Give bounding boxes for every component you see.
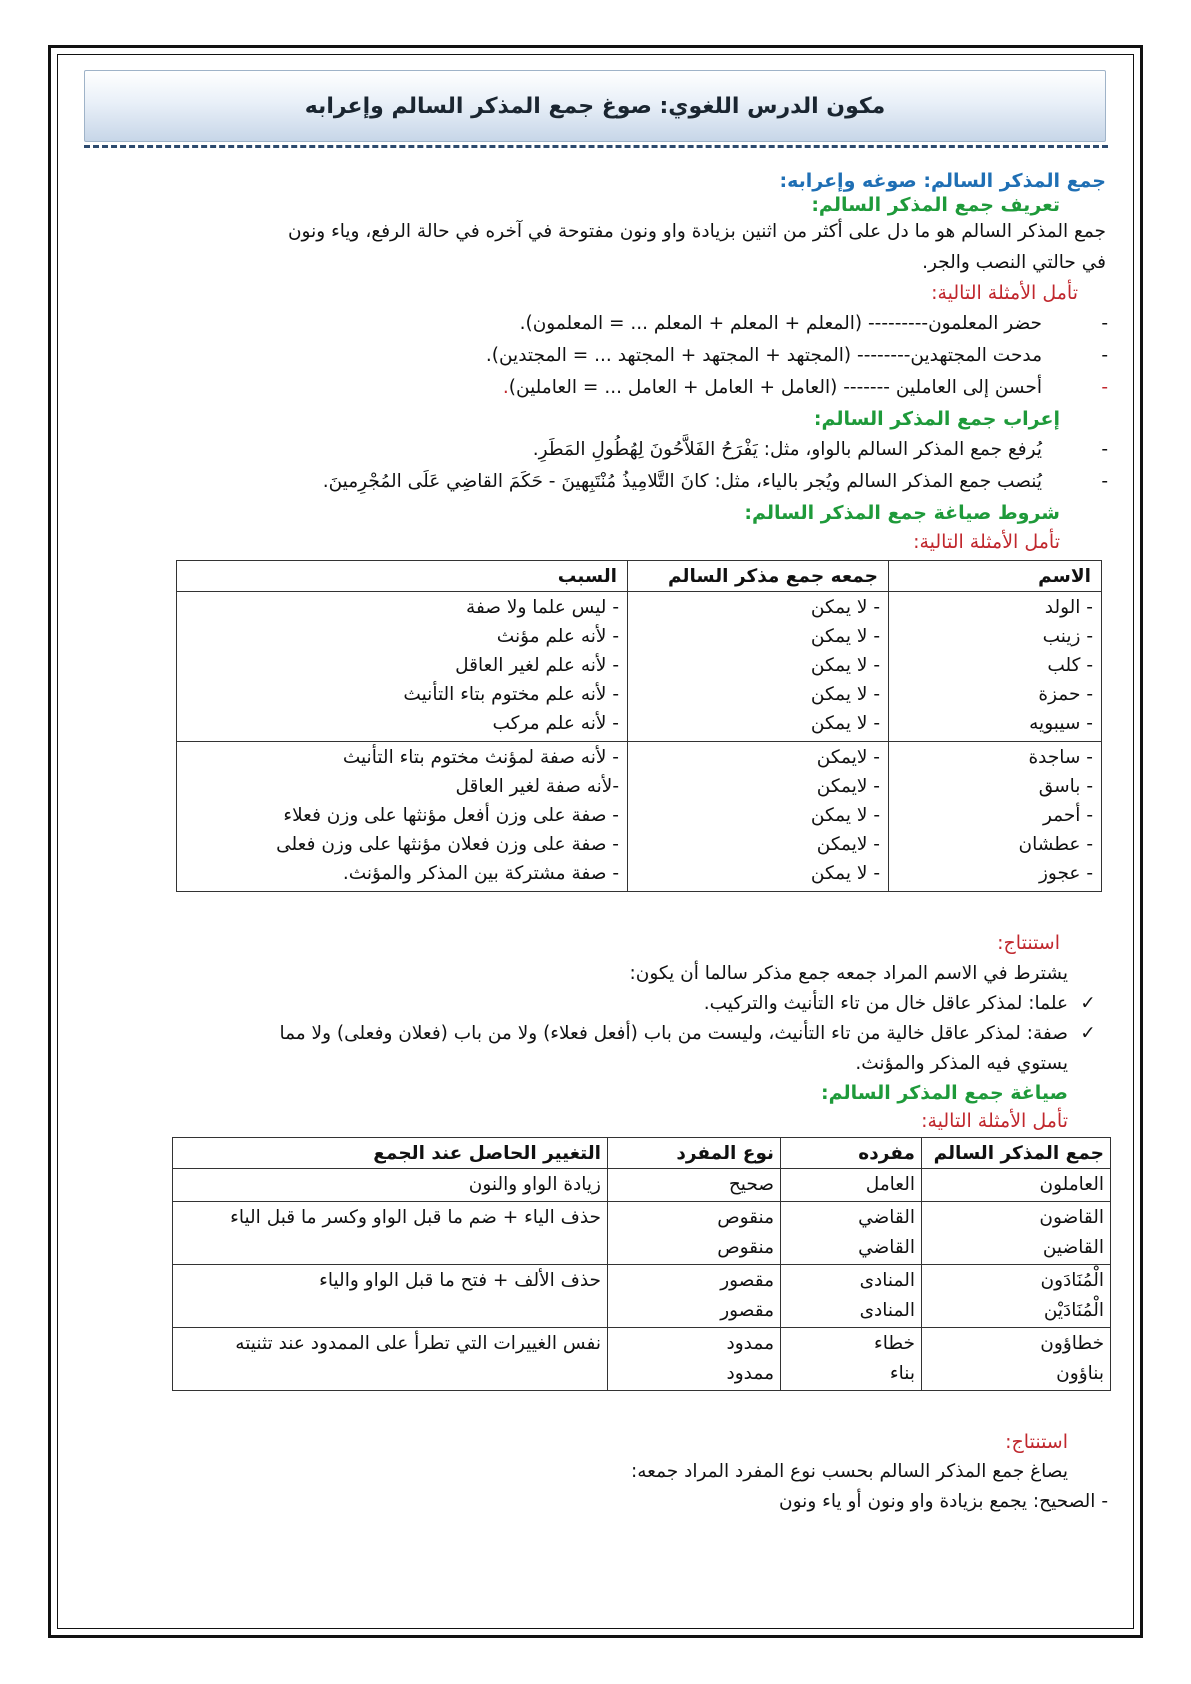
cell-line: - زينب [1042, 626, 1093, 647]
list-item-text-main: أحسن إلى العاملين ------- (العامل + العامل + العامل ... = العاملين) [508, 377, 1042, 398]
table-cell-change [173, 1328, 608, 1391]
cell-line: - صفة مشتركة بين المذكر والمؤنث. [342, 863, 619, 884]
section-heading: جمع المذكر السالم: صوغه وإعرابه: [779, 170, 1106, 192]
cell-line: - لأنه علم مختوم بتاء التأنيث [403, 684, 619, 705]
cell-line: - لا يمكن [810, 713, 880, 734]
cell-line: بناؤون [1056, 1363, 1104, 1384]
table-header-cell: جمعه جمع مذكر السالم [628, 561, 889, 592]
conditions-heading: شروط صياغة جمع المذكر السالم: [744, 502, 1060, 524]
cell-line: المنادى [859, 1270, 915, 1291]
definition-line-2: في حالتي النصب والجر. [922, 252, 1106, 273]
cell-line: ممدود [726, 1333, 774, 1354]
cell-line: القاضين [1042, 1237, 1104, 1258]
definition-heading: تعريف جمع المذكر السالم: [811, 194, 1060, 216]
cell-line: - عطشان [1018, 834, 1093, 855]
cell-line: القاضون [1039, 1207, 1104, 1228]
cell-line: - لا يمكن [810, 626, 880, 647]
cell-line: - ساجدة [1028, 747, 1093, 768]
checklist-item [84, 989, 1108, 1019]
table-cell-plural [922, 1202, 1111, 1265]
cell-line: - عجوز [1038, 863, 1093, 884]
table-header-cell: التغيير الحاصل عند الجمع [173, 1138, 608, 1169]
document-body [84, 70, 1108, 1517]
iraab-heading: إعراب جمع المذكر السالم: [813, 408, 1060, 430]
table-cell-singular [781, 1328, 922, 1391]
list-item-text: مدحت المجتهدين-------- (المجتهد + المجتهد + المجتهد ... = المجتدين). [485, 345, 1042, 366]
table-cell-type [608, 1265, 781, 1328]
list-item-text [503, 372, 1042, 404]
table-cell-names [889, 742, 1102, 892]
list-item [84, 340, 1108, 372]
cell-line: منقوص [717, 1237, 774, 1258]
cell-line: نفس الغييرات التي تطرأ على الممدود عند تثنيته [235, 1333, 601, 1354]
table-cell-change [173, 1202, 608, 1265]
cell-line: الْمُنَادَون [1040, 1270, 1104, 1291]
table-cell-change [173, 1169, 608, 1202]
list-item [84, 434, 1108, 466]
list-marker: - [1101, 471, 1108, 492]
lesson-title-box [84, 70, 1106, 142]
cell-line: حذف الياء + ضم ما قبل الواو وكسر ما قبل الياء [230, 1207, 601, 1228]
checkmark-icon: ✓ [1080, 1023, 1096, 1044]
checklist-item-text: علما: لمذكر عاقل خال من تاء التأنيث والتركيب. [703, 993, 1068, 1014]
cell-line: زيادة الواو والنون [468, 1174, 601, 1195]
cell-line: - كلب [1047, 655, 1093, 676]
conditions-table [176, 560, 1102, 892]
cell-line: - لأنه علم لغير العاقل [455, 655, 619, 676]
cell-line: بناء [889, 1363, 915, 1384]
examples1-list [84, 308, 1108, 404]
list-item [84, 308, 1108, 340]
table-row [173, 1265, 1111, 1328]
list-item-text: حضر المعلمون--------- (المعلم + المعلم + المعلم ... = المعلمون). [519, 313, 1042, 334]
lesson-title: مكون الدرس اللغوي: صوغ جمع المذكر السالم وإعرابه [304, 93, 886, 119]
cell-line: - باسق [1038, 776, 1093, 797]
conclusion1-heading: استنتاج: [997, 932, 1060, 954]
list-marker: - [1101, 439, 1108, 460]
cell-line: الْمُنَادَيْن [1043, 1300, 1104, 1321]
table-cell-type [608, 1202, 781, 1265]
cell-line: - حمزة [1038, 684, 1093, 705]
cell-line: -لأنه صفة لغير العاقل [455, 776, 619, 797]
cell-line: - الولد [1044, 597, 1093, 618]
iraab-list [84, 434, 1108, 498]
table-cell-plurals [628, 592, 889, 742]
conclusion2-intro: يصاغ جمع المذكر السالم بحسب نوع المفرد المراد جمعه: [631, 1461, 1068, 1482]
checklist-item [84, 1019, 1108, 1049]
cell-line: العامل [865, 1174, 915, 1195]
table-header-row [173, 1138, 1111, 1169]
cell-line: - لأنه علم مركب [492, 713, 619, 734]
conclusion2-heading: استنتاج: [1005, 1431, 1068, 1453]
table-header-cell: نوع المفرد [608, 1138, 781, 1169]
table-row [177, 592, 1102, 742]
title-dashed-divider [84, 145, 1108, 148]
cell-line: المنادى [859, 1300, 915, 1321]
list-item-text: يُرفع جمع المذكر السالم بالواو، مثل: يَفْرَحُ الفَلاَّحُونَ لِهُطُولِ المَطَرِ. [532, 439, 1042, 460]
table-cell-plural [922, 1169, 1111, 1202]
list-marker: - [1101, 345, 1108, 366]
table-cell-type [608, 1328, 781, 1391]
table-cell-change [173, 1265, 608, 1328]
table-cell-plural [922, 1328, 1111, 1391]
conclusion2-item: - الصحيح: يجمع بزيادة واو ونون أو ياء ونون [779, 1491, 1108, 1512]
cell-line: ممدود [726, 1363, 774, 1384]
cell-line: مقصور [720, 1270, 774, 1291]
cell-line: القاضي [858, 1207, 915, 1228]
list-item [84, 372, 1108, 404]
definition-line-1: جمع المذكر السالم هو ما دل على أكثر من اثنين بزيادة واو ونون مفتوحة في آخره في حالة الرفع، وياء ونون [287, 221, 1106, 242]
table-header-cell: السبب [177, 561, 628, 592]
table-header-cell: الاسم [889, 561, 1102, 592]
list-item-text: يُنصب جمع المذكر السالم ويُجر بالياء، مثل: كانَ التَّلامِيذُ مُنْتَبِهينَ - حَكَمَ القاضِي عَلَى المُجْرِمينَ. [322, 471, 1042, 492]
list-item [84, 466, 1108, 498]
cell-line: - لايمكن [816, 747, 880, 768]
table-cell-singular [781, 1169, 922, 1202]
table-cell-reasons [177, 742, 628, 892]
checkmark-icon: ✓ [1080, 993, 1096, 1014]
formation-table [172, 1137, 1111, 1391]
table-cell-singular [781, 1202, 922, 1265]
table-header-cell: مفرده [781, 1138, 922, 1169]
list-marker: - [1101, 313, 1108, 334]
conclusion1-intro: يشترط في الاسم المراد جمعه جمع مذكر سالما أن يكون: [629, 963, 1068, 984]
cell-line: - لا يمكن [810, 863, 880, 884]
cell-line: القاضي [858, 1237, 915, 1258]
table-row [173, 1169, 1111, 1202]
table-cell-names [889, 592, 1102, 742]
conditions-examples-heading: تأمل الأمثلة التالية: [913, 531, 1060, 553]
cell-line: منقوص [717, 1207, 774, 1228]
cell-line: مقصور [720, 1300, 774, 1321]
cell-line: حذف الألف + فتح ما قبل الواو والياء [319, 1270, 601, 1291]
cell-line: - صفة على وزن أفعل مؤنثها على وزن فعلاء [283, 805, 619, 826]
cell-line: - صفة على وزن فعلان مؤنثها على وزن فعلى [276, 834, 619, 855]
table-cell-reasons [177, 592, 628, 742]
cell-line: خطاؤون [1040, 1333, 1104, 1354]
table-cell-type [608, 1169, 781, 1202]
cell-line: - سيبويه [1029, 713, 1093, 734]
cell-line: - لا يمكن [810, 597, 880, 618]
formation-heading: صياغة جمع المذكر السالم: [821, 1082, 1068, 1104]
cell-line: - لايمكن [816, 834, 880, 855]
cell-line: - لا يمكن [810, 655, 880, 676]
cell-line: خطاء [874, 1333, 915, 1354]
cell-line: صحيح [728, 1174, 774, 1195]
cell-line: - لا يمكن [810, 684, 880, 705]
table-row [177, 742, 1102, 892]
cell-line: - أحمر [1042, 805, 1093, 826]
table-row [173, 1202, 1111, 1265]
table-cell-plurals [628, 742, 889, 892]
table-row [173, 1328, 1111, 1391]
table-header-row [177, 561, 1102, 592]
table-cell-singular [781, 1265, 922, 1328]
cell-line: - لا يمكن [810, 805, 880, 826]
cell-line: العاملون [1039, 1174, 1104, 1195]
cell-line: - لأنه علم مؤنث [496, 626, 619, 647]
table-header-cell: جمع المذكر السالم [922, 1138, 1111, 1169]
cell-line: - لايمكن [816, 776, 880, 797]
table-cell-plural [922, 1265, 1111, 1328]
examples1-heading: تأمل الأمثلة التالية: [931, 282, 1078, 304]
cell-line: - لأنه صفة لمؤنث مختوم بتاء التأنيث [342, 747, 619, 768]
cell-line: - ليس علما ولا صفة [466, 597, 619, 618]
checklist-item-text: صفة: لمذكر عاقل خالية من تاء التأنيث، وليست من باب (أفعل فعلاء) ولا من باب (فعلان وفعلى) ولا مما [279, 1023, 1068, 1044]
list-item-text-end: . [502, 377, 509, 398]
checklist-item-continuation: يستوي فيه المذكر والمؤنث. [855, 1053, 1068, 1074]
list-marker: - [1101, 377, 1108, 398]
formation-examples-heading: تأمل الأمثلة التالية: [921, 1110, 1068, 1132]
